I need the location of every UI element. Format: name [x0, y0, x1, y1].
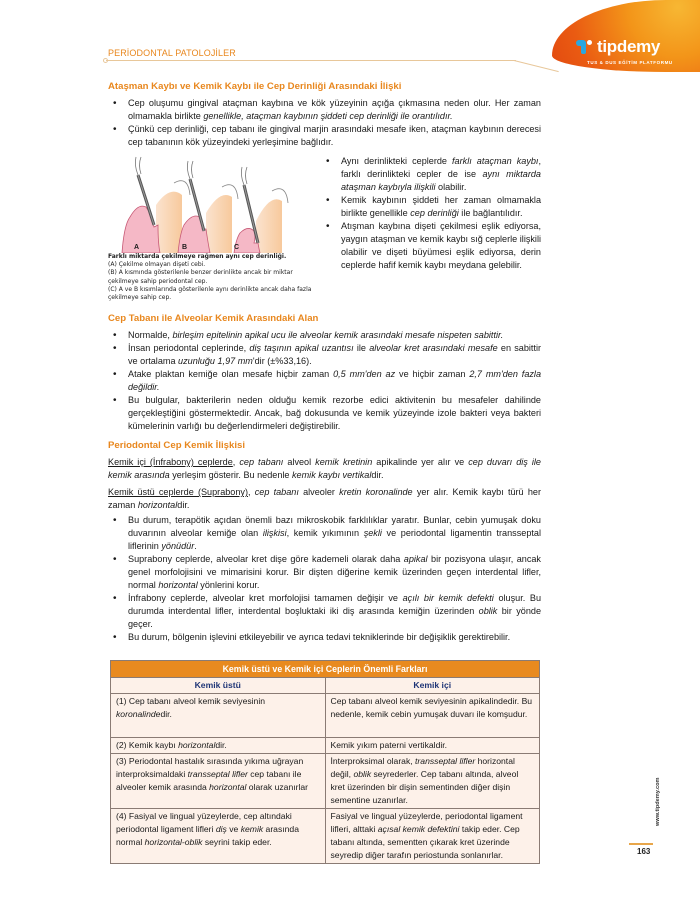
text: Bu bulgular, bakterilerin neden olduğu kemik rezorbe edici aktivitenin bu mesafeler dahilinde gerçekleştiğini göstermektedir. Ancak, bağ dokusunda ve kemik yüzeyinde izole bakteri veya bakteri kümelerinin varlığı bu değerlendirmeleri değiştirebilir. — [128, 395, 541, 432]
text: . — [194, 541, 197, 552]
header-rule — [106, 60, 516, 61]
bullet-list — [321, 155, 541, 272]
text: dir. — [215, 740, 227, 750]
text: ile bağlantılıdır. — [458, 208, 523, 218]
text: dir. — [160, 709, 172, 719]
column-header-infrabony: Kemik içi — [325, 678, 540, 694]
list-item — [321, 194, 541, 220]
italic-text: koronalinde — [116, 709, 161, 719]
page-number-rule — [629, 843, 653, 845]
text: Atake plaktan kemiğe olan mesafe hiçbir zaman — [128, 369, 334, 380]
table-cell — [325, 694, 540, 738]
italic-text: aynı miktarda ataşman kaybıyla ilişkili — [341, 169, 541, 192]
brand-badge — [552, 0, 700, 72]
list-item — [108, 631, 541, 644]
text: Bu durum, bölgenin işlevini etkileyebilir ve ayrıca tedavi tekniklerinde bir değişiklik gerektirebilir. — [128, 632, 511, 643]
bullet-list — [108, 329, 541, 433]
italic-text: farklı ataçman kaybı — [452, 156, 539, 166]
caption-line: (B) A kısmında gösterilenle benzer derinlikte ancak bir miktar çekilmeye sahip periodontal cep. — [108, 269, 293, 285]
text: alveol — [283, 457, 316, 468]
list-item — [108, 368, 541, 394]
text: Normalde, — [128, 330, 173, 341]
text: ve periodontal ligamentin transseptal liflerinin — [128, 528, 541, 552]
italic-text: cep tabanı — [254, 487, 299, 498]
text: İnfrabony ceplerde, alveolar kret morfolojisi tamamen değişir ve — [128, 593, 403, 604]
caption-title: Farklı miktarda çekilmeye rağmen aynı cep derinliği. — [108, 253, 287, 260]
text: yerleşim gösterir. Bu nedenle — [169, 470, 292, 481]
table-row — [111, 809, 540, 864]
italic-text: horizontal — [158, 580, 198, 591]
comparison-table — [110, 660, 540, 864]
italic-text: cep duvarı diş ile kemik arasında — [108, 457, 541, 481]
text: dir. — [177, 500, 190, 511]
list-item — [321, 220, 541, 272]
figure-label-b: B — [182, 244, 188, 251]
table-row — [111, 754, 540, 809]
text: yönlerini korur. — [197, 580, 260, 591]
text: apikalinde yer alır ve — [372, 457, 469, 468]
table-cell — [111, 738, 326, 754]
italic-text: transseptal lifler — [415, 756, 476, 766]
text: Kemik yıkım paterni vertikaldir. — [330, 740, 448, 750]
section-pocket-bone-relation — [108, 439, 541, 644]
table-cell — [111, 809, 326, 864]
list-item — [108, 394, 541, 433]
table-cell — [325, 809, 540, 864]
tooth-diagram-c — [234, 167, 288, 253]
list-item — [108, 592, 541, 631]
table-row — [111, 694, 540, 738]
text: ile — [353, 343, 370, 354]
paragraph-infrabony — [108, 456, 541, 482]
list-item — [108, 553, 541, 592]
italic-text: horizontal — [209, 782, 247, 792]
table-cell — [325, 738, 540, 754]
bullet-list — [108, 97, 541, 149]
text: 'dir (±%33,16). — [252, 356, 312, 367]
text: (2) Kemik kaybı — [116, 740, 179, 750]
figure-caption — [108, 253, 313, 302]
italic-text: birleşim epitelinin apikal ucu ile alveolar kemik arasındaki mesafe nispeten sabittir. — [172, 330, 504, 341]
italic-text: kemik kaybı vertikal — [292, 470, 372, 481]
text: oluşur. Bu durumda interdental lifler, interdental boşluktaki iki diş arasında kemiğin üzerinden — [128, 593, 542, 617]
text: Cep tabanı alveol kemik seviyesinin apikalindedir. Bu nedenle, kemik cebin yumuşak duvarı ile komşudur. — [330, 696, 533, 719]
text: İnsan periodontal ceplerinde, — [128, 343, 250, 354]
section-title: Periodontal Cep Kemik İlişkisi — [108, 440, 246, 452]
italic-text: kretin koronalinde — [339, 487, 413, 498]
text: en sabittir ve ortalama — [128, 343, 542, 367]
underlined-text: Kemik içi (İnfrabony) ceplerde — [108, 457, 233, 468]
italic-text: ilişkisi — [262, 528, 287, 539]
section-title: Cep Tabanı ile Alveolar Kemik Arasındaki Alan — [108, 313, 319, 325]
figure-label-a: A — [134, 244, 140, 251]
text: Atışman kaybına dişeti çekilmesi eşlik ediyorsa, yaygın ataşman ve kemik kaybı sığ ceplerle ilişkili olabilir ve dişeti büyümesi eşlik ediyorsa, derin ceplerde hafif kemik kaybı meydana gelebilir. — [341, 221, 541, 270]
text: horizontal değil, — [330, 756, 515, 779]
italic-text: şekli — [363, 528, 382, 539]
section-title: Ataşman Kaybı ve Kemik Kaybı ile Cep Derinliği Arasındaki İlişki — [108, 81, 402, 92]
periodontal-probe-illustration — [108, 155, 313, 253]
table-caption-row — [111, 661, 540, 678]
brand-name: tipdemy — [597, 37, 661, 56]
tooth-diagram-b — [178, 161, 238, 253]
text: dir. — [371, 470, 384, 481]
text: , farklı derinlikteki cepler de ise — [341, 156, 541, 179]
figure-side-text — [321, 155, 541, 302]
brand-logo — [576, 37, 660, 57]
italic-text: yönüdür — [161, 541, 195, 552]
text: bir pozisyona ulaşır, ancak genel morfolojisini ve mimarisini korur. Bir dişten diğerine kemik üzerinden geçen interdental lifler, normal — [128, 554, 541, 591]
text: Çünkü cep derinliği, cep tabanı ile gingival marjin arasındaki mesafe iken, ataçman kaybının derecesi cep tabanının kök yüzeyindeki yerleşimine bağlıdır. — [128, 124, 541, 147]
brand-tagline: TUS & DUS EĞİTİM PLATFORMU — [587, 60, 673, 65]
text: cep tabanı ile alveoler kemik arasında — [116, 769, 302, 792]
figure-illustration — [108, 155, 313, 253]
table-header-row — [111, 678, 540, 694]
text: yer alır. Kemik kaybı türü her zaman — [108, 487, 541, 511]
text: alveoler — [298, 487, 340, 498]
italic-text: genellikle, ataçman kaybının şiddeti cep derinliği ile orantılıdır. — [203, 111, 453, 121]
italic-text: 0,5 mm'den az — [333, 369, 396, 380]
text: Fasiyal ve lingual yüzeylerde, periodontal ligament lifleri, alttaki — [330, 811, 523, 834]
italic-text: diş taşının apikal uzantısı — [249, 343, 354, 354]
table-caption: Kemik üstü ve Kemik içi Ceplerin Önemli Farkları — [111, 661, 540, 678]
list-item — [321, 155, 541, 194]
header-rule-diagonal — [514, 60, 559, 72]
figure-label-c: C — [234, 244, 240, 251]
text: İnterproksimal olarak, — [330, 756, 416, 766]
italic-text: açısal kemik defektini — [377, 824, 460, 834]
italic-text: 2,7 mm'den fazla değildir. — [128, 369, 541, 393]
text: Suprabony ceplerde, alveolar kret dişe göre kademeli olarak daha — [128, 554, 404, 565]
text: Aynı derinlikteki ceplerde — [341, 156, 453, 166]
paragraph-suprabony — [108, 486, 541, 512]
caption-line: (A) Çekilme olmayan dişeti cebi. — [108, 261, 206, 269]
table-cell — [325, 754, 540, 809]
italic-text: diş — [215, 824, 227, 834]
list-item — [108, 329, 541, 342]
italic-text: kemik — [240, 824, 264, 834]
text: bir yönde geçer. — [128, 606, 542, 630]
text: (3) Periodontal hastalık sırasında yıkıma uğrayan interproksimaldaki — [116, 756, 304, 779]
text: arasında normal — [116, 824, 299, 847]
text: olabilir. — [435, 182, 467, 192]
column-header-suprabony: Kemik üstü — [111, 678, 326, 694]
text: , — [232, 457, 240, 468]
text: olarak uzanırlar — [246, 782, 309, 792]
section-attachment-loss — [108, 80, 541, 302]
italic-text: kemik kretinin — [315, 457, 373, 468]
text: Cep oluşumu gingival ataçman kaybına ve kök yüzeyinin açığa çıkmasına neden olur. Her zaman olmamakla birlikte — [128, 98, 541, 121]
italic-text: apikal — [403, 554, 428, 565]
page-number: 163 — [637, 847, 651, 856]
list-item — [108, 514, 541, 553]
table-row — [111, 738, 540, 754]
text: Bu durum, terapötik açıdan önemli bazı mikroskobik farklılıklar yaratır. Bunlar, cebin yumuşak doku duvarının alveolar kemiğe olan — [128, 515, 541, 539]
caption-line: (C) A ve B kısımlarında gösterilenle aynı derinlikte ancak daha fazla çekilmeye sahip cep. — [108, 285, 312, 302]
text: , kemik yıkımının — [286, 528, 364, 539]
text: Kemik kaybının şiddeti her zaman olmamakla birlikte genellikle — [341, 195, 541, 218]
text: (4) Fasiyal ve lingual yüzeylerde, cep altındaki periodontal ligament lifleri — [116, 811, 292, 834]
italic-text: uzunluğu 1,97 mm — [178, 356, 253, 367]
italic-text: oblik — [353, 769, 372, 779]
table-cell — [111, 754, 326, 809]
list-item — [108, 342, 541, 368]
italic-text: horizontal — [178, 740, 216, 750]
underlined-text: Kemik üstü ceplerde (Suprabony) — [108, 487, 248, 498]
text: , — [248, 487, 255, 498]
italic-text: açılı bir kemik defekti — [402, 593, 494, 604]
list-item — [108, 123, 541, 149]
text: seyrini takip eder. — [202, 837, 272, 847]
section-pocket-base — [108, 312, 541, 433]
table-cell — [111, 694, 326, 738]
italic-text: alveolar kret arasındaki mesafe — [369, 343, 498, 354]
italic-text: transseptal lifler — [187, 769, 248, 779]
text: ve hiçbir zaman — [395, 369, 470, 380]
italic-text: horizontal — [137, 500, 178, 511]
text: takip eder. Cep tabanı altında, sementten çıkarak kret üzerinde seyredip diğer tarafın periostunda sonlanırlar. — [330, 824, 520, 860]
italic-text: cep derinliği — [410, 208, 459, 218]
figure — [108, 155, 313, 302]
figure-row — [108, 155, 541, 302]
chapter-title: PERİODONTAL PATOLOJİLER — [108, 48, 236, 58]
page-content — [108, 80, 541, 644]
italic-text: oblik — [478, 606, 498, 617]
italic-text: cep tabanı — [239, 457, 284, 468]
text: ve — [226, 824, 241, 834]
italic-text: horizontal-oblik — [144, 837, 203, 847]
tipdemy-logo-icon — [576, 40, 590, 54]
text: seyrederler. Cep tabanı altında, alveol kret üzerinden bir dişin sementinden diğer dişin sementine uzanırlar. — [330, 769, 519, 805]
list-item — [108, 97, 541, 123]
bullet-list — [108, 514, 541, 644]
website-url: www.tipdemy.com — [655, 777, 661, 826]
text: (1) Cep tabanı alveol kemik seviyesinin — [116, 696, 266, 706]
